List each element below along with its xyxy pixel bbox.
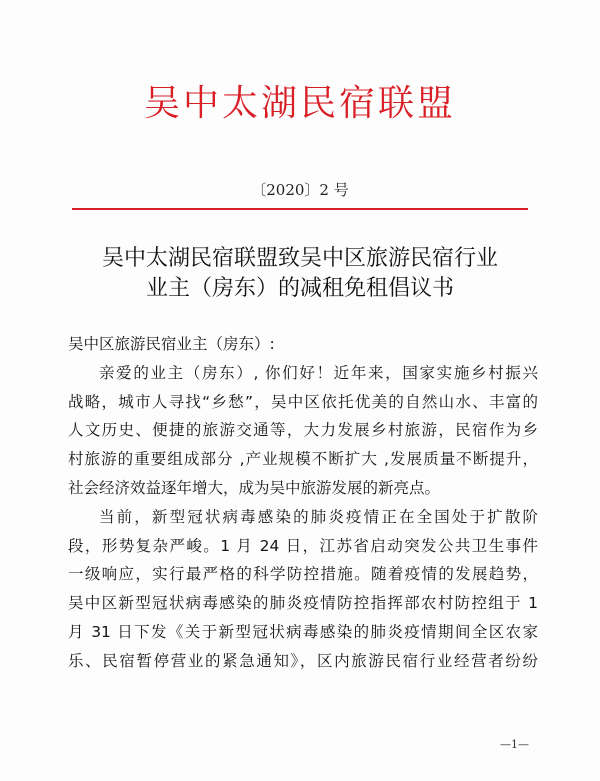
salutation: 吴中区旅游民宿业主（房东）: bbox=[68, 335, 275, 353]
paragraph-1-line: 村旅游的重要组成部分 ,产业规模不断扩大 ,发展质量不断提升， bbox=[68, 450, 538, 469]
paragraph-2-line: 当前，新型冠状病毒感染的肺炎疫情正在全国处于扩散阶 bbox=[99, 507, 538, 526]
paragraph-1-line: 人文历史、便捷的旅游交通等，大力发展乡村旅游，民宿作为乡 bbox=[68, 421, 538, 440]
document-title-line-1: 吴中太湖民宿联盟致吴中区旅游民宿行业 bbox=[101, 246, 498, 271]
paragraph-2-line: 乐、民宿暂停营业的紧急通知》，区内旅游民宿行业经营者纷纷 bbox=[68, 651, 538, 670]
paragraph-2-line: 一级响应，实行最严格的科学防控措施。随着疫情的发展趋势， bbox=[68, 565, 538, 584]
paragraph-1-line: 亲爱的业主（房东）, 你们好！近年来，国家实施乡村振兴 bbox=[99, 363, 538, 382]
paragraph-2-line: 段，形势复杂严峻。1 月 24 日，江苏省启动突发公共卫生事件 bbox=[68, 536, 538, 555]
paragraph-1-line: 社会经济效益逐年增大，成为吴中旅游发展的新亮点。 bbox=[68, 478, 441, 497]
red-divider-line bbox=[72, 208, 528, 210]
document-number: 〔2020〕2 号 bbox=[251, 181, 349, 199]
document-title-line-2: 业主（房东）的减租免租倡议书 bbox=[145, 276, 454, 301]
document-body bbox=[68, 330, 538, 676]
paragraph-2-line: 吴中区新型冠状病毒感染的肺炎疫情防控指挥部农村防控组于 1 bbox=[68, 594, 538, 613]
paragraph-2-line: 月 31 日下发《关于新型冠状病毒感染的肺炎疫情期间全区农家 bbox=[68, 622, 538, 641]
document-title bbox=[60, 244, 540, 304]
page-number: —1— bbox=[500, 738, 529, 751]
paragraph-1-line: 战略，城市人寻找“乡愁”，吴中区依托优美的自然山水、丰富的 bbox=[68, 392, 538, 411]
org-title: 吴中太湖民宿联盟 bbox=[143, 83, 456, 124]
